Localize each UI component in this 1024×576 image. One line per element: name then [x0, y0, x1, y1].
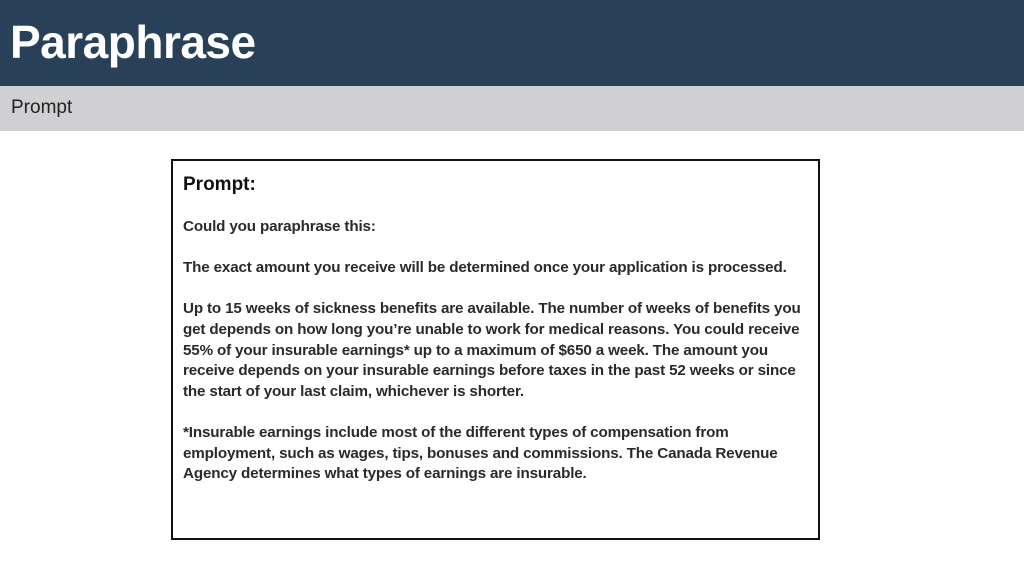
prompt-paragraph-2: Up to 15 weeks of sickness benefits are available. The number of weeks of benefits you get depends on how long you’re unable to work for medical reasons. You could receive 55% of your insurable earnings* up to a maximum of $650 a week. The amount you receive depends on your insurable earnings before taxes in the past 52 weeks or since the start of your last claim, whichever is shorter.	[183, 300, 801, 400]
section-label: Prompt	[11, 97, 73, 118]
prompt-heading: Prompt:	[183, 174, 256, 195]
prompt-paragraph-1: The exact amount you receive will be determined once your application is processed.	[183, 259, 787, 277]
prompt-body	[183, 217, 813, 505]
prompt-box	[171, 159, 820, 540]
subtitle-bar	[0, 86, 1024, 131]
prompt-intro: Could you paraphrase this:	[183, 218, 376, 235]
page-title: Paraphrase	[10, 16, 256, 68]
title-bar	[0, 0, 1024, 86]
prompt-paragraph-3: *Insurable earnings include most of the different types of compensation from employment, such as wages, tips, bonuses and commissions. The Canada Revenue Agency determines what types of earnings are insurable.	[183, 423, 778, 483]
